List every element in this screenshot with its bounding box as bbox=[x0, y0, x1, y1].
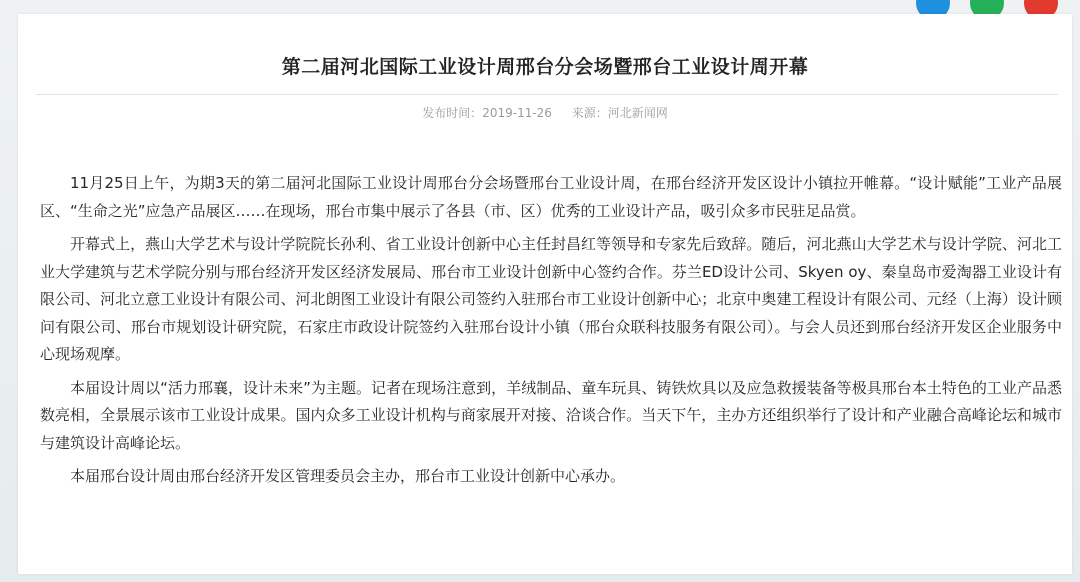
title-divider bbox=[36, 94, 1058, 95]
article-source: 来源：河北新闻网 bbox=[571, 106, 668, 120]
paragraph-2: 开幕式上，燕山大学艺术与设计学院院长孙利、省工业设计创新中心主任封昌红等领导和专家先后致辞。随后，河北燕山大学艺术与设计学院、河北工业大学建筑与艺术学院分别与邢台经济开发区经济发展局、邢台市工业设计创新中心签约合作。芬兰ED设计公司、Skyen oy、秦皇岛市爱淘器工业设计有限公司、河北立意工业设计有限公司、河北朗图工业设计有限公司签约入驻邢台市工业设计创新中心；北京中奥建工程设计有限公司、元经（上海）设计顾问有限公司、邢台市规划设计研究院，石家庄市政设计院签约入驻邢台设计小镇（邢台众联科技服务有限公司）。与会人员还到邢台经济开发区企业服务中心现场观摩。 bbox=[40, 235, 1062, 363]
article-body bbox=[40, 170, 1062, 497]
paragraph-4: 本届邢台设计周由邢台经济开发区管理委员会主办，邢台市工业设计创新中心承办。 bbox=[70, 467, 626, 485]
article-card bbox=[18, 14, 1072, 574]
article-title: 第二届河北国际工业设计周邢台分会场暨邢台工业设计周开幕 bbox=[281, 56, 809, 78]
paragraph-1: 11月25日上午，为期3天的第二届河北国际工业设计周邢台分会场暨邢台工业设计周，在邢台经济开发区设计小镇拉开帷幕。“设计赋能”工业产品展区、“生命之光”应急产品展区……在现场，邢台市集中展示了各县（市、区）优秀的工业设计产品，吸引众多市民驻足品赏。 bbox=[40, 174, 1062, 220]
article-meta bbox=[18, 104, 1072, 121]
paragraph-3: 本届设计周以“活力邢襄，设计未来”为主题。记者在现场注意到，羊绒制品、童车玩具、铸铁炊具以及应急救援装备等极具邢台本土特色的工业产品悉数亮相，全景展示该市工业设计成果。国内众多工业设计机构与商家展开对接、洽谈合作。当天下午，主办方还组织举行了设计和产业融合高峰论坛和城市与建筑设计高峰论坛。 bbox=[40, 378, 1062, 452]
publish-date: 发布时间：2019-11-26 bbox=[422, 106, 552, 120]
